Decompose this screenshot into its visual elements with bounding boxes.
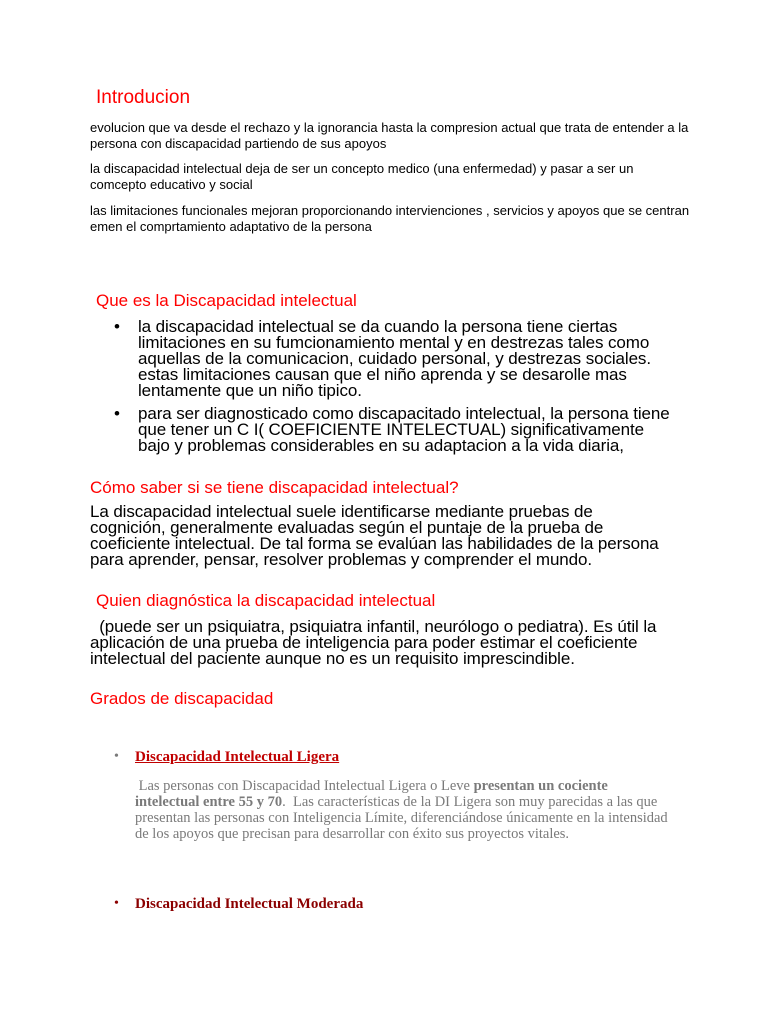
- what-is-title: Que es la Discapacidad intelectual: [96, 291, 357, 310]
- intro-paragraph-1: evolucion que va desde el rechazo y la ignorancia hasta la compresion actual que trata de entender a la persona con discapacidad partiendo de sus apoyos: [90, 120, 689, 151]
- list-item-text: para ser diagnosticado como discapacitado intelectual, la persona tiene que tener un C I( COEFICIENTE INTELECTUAL) significativamente bajo y problemas considerables en su adaptacion a la vida diaria,: [138, 404, 670, 455]
- grade-1-heading: Discapacidad Intelectual Ligera: [135, 749, 340, 765]
- list-item-text: la discapacidad intelectual se da cuando la persona tiene ciertas limitaciones en su fumcionamiento mental y en destrezas tales como aquellas de la comunicacion, cuidado personal, y destrezas sociales. estas limitaciones causan que el niño aprenda y se desarolle mas lentamente que un niño tipico.: [138, 317, 651, 400]
- bullet-icon: •: [114, 404, 120, 423]
- list-item: [114, 319, 680, 399]
- what-is-bullet-list: [114, 319, 680, 454]
- grade-1-bullet-icon: •: [114, 749, 119, 764]
- who-paragraph: (puede ser un psiquiatra, psiquiatra infantil, neurólogo o pediatra). Es útil la aplicación de una prueba de inteligencia para poder estimar el coeficiente intelectual del paciente aunque no es un requisito imprescindible.: [90, 617, 661, 668]
- grade-1-text-after: . Las características de la DI Ligera son muy parecidas a las que presentan las personas con Inteligencia Límite, diferenciándose únicamente en la intensidad de los apoyos que precisan para desarrollar con éxito sus proyectos vitales.: [135, 794, 672, 842]
- grade-2-bullet-icon: •: [114, 896, 119, 911]
- grade-1-text-bold: presentan un cociente intelectual entre 55 y 70: [135, 778, 608, 810]
- grade-2-heading: Discapacidad Intelectual Moderada: [135, 896, 364, 912]
- intro-title: Introducion: [96, 87, 191, 108]
- grade-1-paragraph: [135, 778, 675, 842]
- list-item: [114, 406, 680, 454]
- grade-1-text-before: Las personas con Discapacidad Intelectual Ligera o Leve: [135, 778, 474, 794]
- how-to-know-title: Cómo saber si se tiene discapacidad intelectual?: [90, 478, 459, 497]
- who-title: Quien diagnóstica la discapacidad intelectual: [96, 591, 436, 610]
- intro-paragraph-3: las limitaciones funcionales mejoran proporcionando intervienciones , servicios y apoyos que se centran emen el comprtamiento adaptativo de la persona: [90, 203, 690, 234]
- how-to-know-paragraph: La discapacidad intelectual suele identificarse mediante pruebas de cognición, generalmente evaluadas según el puntaje de la prueba de coeficiente intelectual. De tal forma se evalúan las habilidades de la persona para aprender, pensar, resolver problemas y comprender el mundo.: [90, 502, 659, 569]
- bullet-icon: •: [114, 317, 120, 336]
- intro-paragraph-2: la discapacidad intelectual deja de ser un concepto medico (una enfermedad) y pasar a ser un comcepto educativo y social: [90, 161, 634, 192]
- grades-title: Grados de discapacidad: [90, 689, 274, 708]
